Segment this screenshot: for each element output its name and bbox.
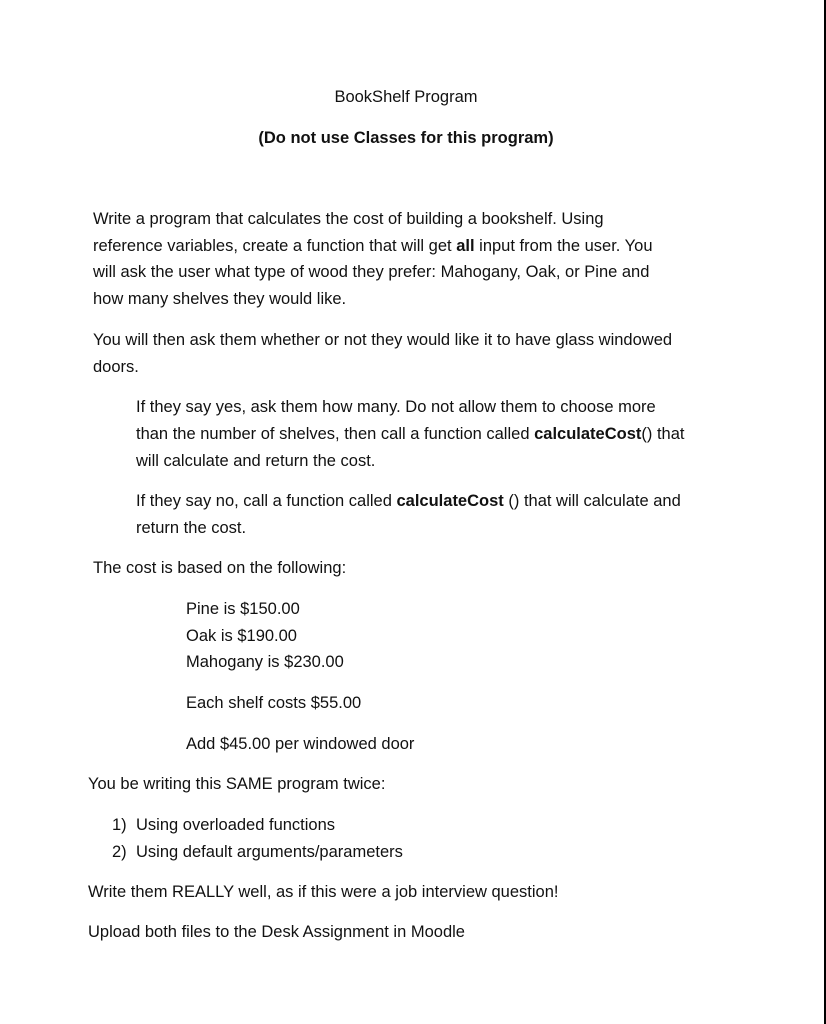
no-line-2: return the cost. (136, 519, 247, 537)
price-door: Add $45.00 per windowed door (186, 735, 415, 753)
twice-heading: You be writing this SAME program twice: (88, 775, 386, 793)
page-title: BookShelf Program (334, 88, 478, 106)
yes-line-2 (136, 424, 685, 444)
list-item-text: Using overloaded functions (136, 816, 336, 834)
doors-line-2: doors. (93, 358, 139, 376)
intro-line-2-pre: reference variables, create a function that will get (93, 237, 457, 255)
upload-note: Upload both files to the Desk Assignment in Moodle (88, 923, 465, 941)
no-line-1-post: () that will calculate and (503, 492, 681, 510)
list-item-text: Using default arguments/parameters (136, 843, 403, 861)
yes-line-2-pre: than the number of shelves, then call a function called (136, 425, 535, 443)
price-pine: Pine is $150.00 (186, 600, 300, 618)
yes-line-2-bold: calculateCost (534, 425, 642, 443)
price-shelf: Each shelf costs $55.00 (186, 694, 362, 712)
intro-line-3: will ask the user what type of wood they prefer: Mahogany, Oak, or Pine and (93, 263, 650, 281)
intro-line-2-post: input from the user. You (474, 237, 653, 255)
intro-line-1: Write a program that calculates the cost of building a bookshelf. Using (93, 210, 604, 228)
yes-line-1: If they say yes, ask them how many. Do not allow them to choose more (136, 398, 656, 416)
intro-line-2-bold: all (456, 237, 475, 255)
price-oak: Oak is $190.00 (186, 627, 297, 645)
no-line-1 (136, 491, 681, 511)
intro-line-4: how many shelves they would like. (93, 290, 347, 308)
intro-line-2 (93, 236, 653, 256)
list-item-number: 2) (112, 843, 127, 861)
yes-line-3: will calculate and return the cost. (136, 452, 376, 470)
price-mahogany: Mahogany is $230.00 (186, 653, 344, 671)
no-line-1-bold: calculateCost (396, 492, 504, 510)
yes-line-2-post: () that (641, 425, 685, 443)
cost-intro: The cost is based on the following: (93, 559, 347, 577)
doors-line-1: You will then ask them whether or not they would like it to have glass windowed (93, 331, 673, 349)
write-well-note: Write them REALLY well, as if this were a job interview question! (88, 883, 559, 901)
no-line-1-pre: If they say no, call a function called (136, 492, 397, 510)
page-subtitle: (Do not use Classes for this program) (258, 129, 554, 147)
list-item-number: 1) (112, 816, 127, 834)
